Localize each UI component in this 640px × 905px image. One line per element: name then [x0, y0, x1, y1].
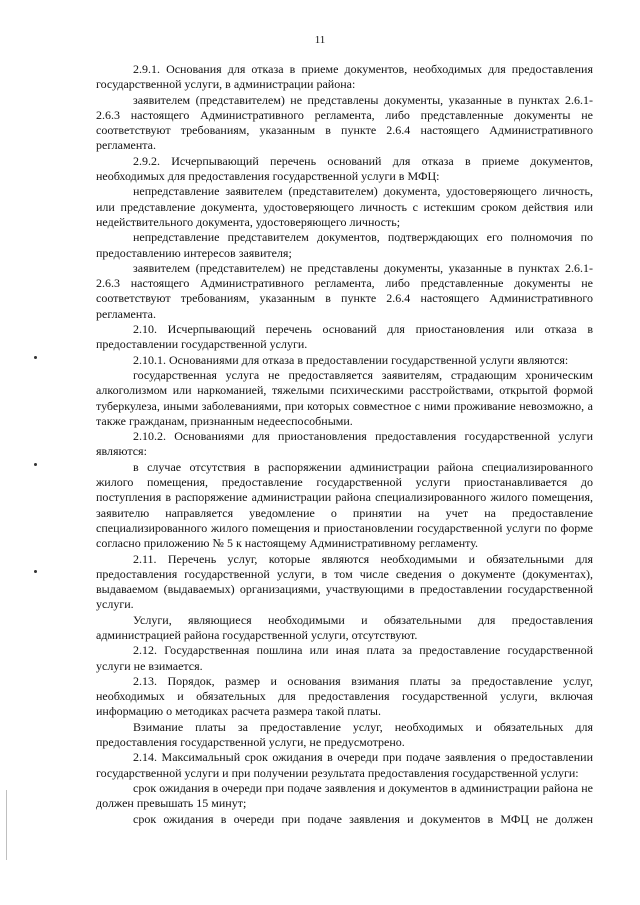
paragraph: срок ожидания в очереди при подаче заявления и документов в администрации района не должен превышать 15 минут; — [96, 780, 593, 811]
paragraph-2-13: 2.13. Порядок, размер и основания взимания платы за предоставление услуг, необходимых и обязательных для предоставления государственной услуги, включая информацию о методиках расчета размера такой платы. — [96, 673, 593, 719]
paragraph-2-10-1: 2.10.1. Основаниями для отказа в предоставлении государственной услуги являются: — [133, 352, 569, 367]
paragraph: государственная услуга не предоставляется заявителям, страдающим хроническим алкоголизмом или наркоманией, тяжелыми психическими расстройствами, открытой формой туберкулеза, иными заболеваниями, при которых совместное с ними проживание невозможно, а также гражданам, признанным недееспособными. — [96, 367, 593, 428]
paragraph-2-10: 2.10. Исчерпывающий перечень оснований для приостановления или отказа в предоставлении государственной услуги. — [96, 322, 593, 352]
paragraph-2-12: 2.12. Государственная пошлина или иная плата за предоставление государственной услуги не взимается. — [96, 643, 593, 673]
scan-dot-mark — [34, 463, 37, 466]
paragraph: заявителем (представителем) не представлены документы, указанные в пунктах 2.6.1-2.6.3 настоящего Административного регламента, либо представленные документы не соответствуют требованиям, указанным в пункте 2.6.4 настоящего Административного регламента. — [96, 92, 593, 153]
paragraph: непредставление представителем документов, подтверждающих его полномочия по предоставлению интересов заявителя; — [96, 230, 593, 260]
paragraph-2-14: 2.14. Максимальный срок ожидания в очереди при подаче заявления о предоставлении государственной услуги и при получении результата предоставления государственной услуги: — [96, 750, 593, 780]
document-body — [96, 62, 593, 827]
scan-edge-mark — [6, 790, 7, 860]
page-number: 11 — [314, 34, 326, 46]
scan-dot-mark — [34, 356, 37, 359]
paragraph: заявителем (представителем) не представлены документы, указанные в пунктах 2.6.1-2.6.3 настоящего Административного регламента, либо представленные документы не соответствуют требованиям, указанным в пункте 2.6.4 настоящего Административного регламента. — [96, 260, 593, 321]
scan-dot-mark — [34, 570, 37, 573]
paragraph: Взимание платы за предоставление услуг, необходимых и обязательных для предоставления государственной услуги, не предусмотрено. — [96, 719, 593, 750]
paragraph-continued: срок ожидания в очереди при подаче заявления и документов в МФЦ не должен — [133, 811, 593, 826]
paragraph: в случае отсутствия в распоряжении администрации района специализированного жилого помещения, предоставление государственной услуги приостанавливается до поступления в распоряжение администрации района специализированного жилого помещения, заявителю направляется уведомление о принятии на учет на предоставление специализированного жилого помещения и приостановлении государственной услуги по форме согласно приложению № 5 к настоящему Административному регламенту. — [96, 459, 593, 551]
paragraph: непредставление заявителем (представителем) документа, удостоверяющего личность, или представление документа, удостоверяющего личность с истекшим сроком действия или недействительного документа, удостоверяющего личность; — [96, 184, 593, 229]
paragraph-2-10-2: 2.10.2. Основаниями для приостановления предоставления государственной услуги являются: — [96, 429, 593, 459]
paragraph-2-11: 2.11. Перечень услуг, которые являются необходимыми и обязательными для предоставления государственной услуги, в том числе сведения о документе (документах), выдаваемом (выдаваемых) организациями, участвующими в предоставлении государственной услуги. — [96, 551, 593, 612]
paragraph-2-9-1: 2.9.1. Основания для отказа в приеме документов, необходимых для предоставления государственной услуги, в администрации района: — [96, 62, 593, 92]
paragraph-2-9-2: 2.9.2. Исчерпывающий перечень оснований для отказа в приеме документов, необходимых для предоставления государственной услуги в МФЦ: — [96, 153, 593, 184]
paragraph: Услуги, являющиеся необходимыми и обязательными для предоставления администрацией района государственной услуги, отсутствуют. — [96, 612, 593, 642]
